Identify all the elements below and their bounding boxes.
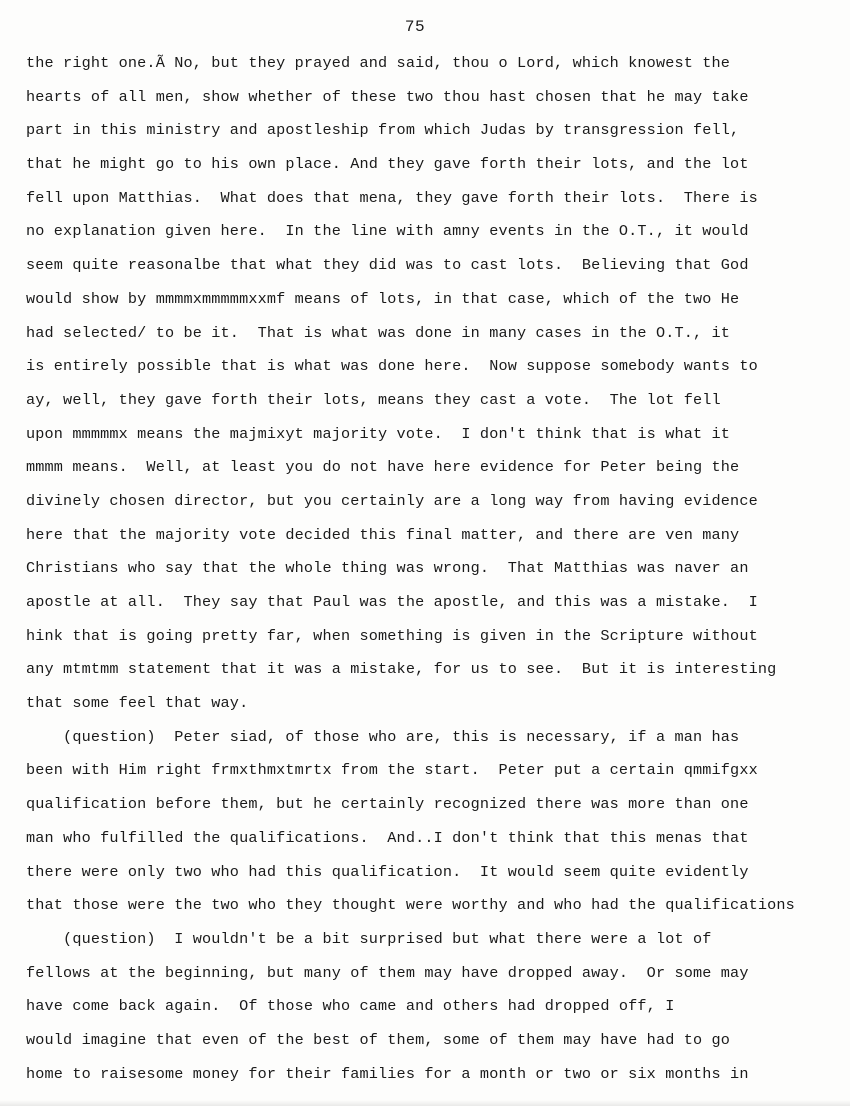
- text-line: part in this ministry and apostleship from which Judas by transgression fell,: [26, 121, 740, 140]
- page-number: 75: [404, 18, 426, 36]
- text-line: fellows at the beginning, but many of them may have dropped away. Or some may: [26, 963, 749, 982]
- text-line: any mtmtmm statement that it was a mistake, for us to see. But it is interesting: [26, 660, 777, 679]
- text-line: have come back again. Of those who came and others had dropped off, I: [26, 997, 675, 1016]
- text-line: here that the majority vote decided this final matter, and there are ven many: [26, 525, 740, 544]
- text-line: no explanation given here. In the line with amny events in the O.T., it would: [26, 222, 749, 241]
- text-line: that some feel that way.: [26, 694, 249, 713]
- page-body: [26, 52, 850, 1096]
- text-line: would show by mmmmxmmmmmxxmf means of lots, in that case, which of the two He: [26, 289, 740, 308]
- text-line: been with Him right frmxthmxtmrtx from the start. Peter put a certain qmmifgxx: [26, 761, 758, 780]
- text-line: qualification before them, but he certainly recognized there was more than one: [26, 795, 749, 814]
- text-line: the right one.Ã No, but they prayed and said, thou o Lord, which knowest the: [26, 54, 731, 72]
- text-line: is entirely possible that is what was done here. Now suppose somebody wants to: [26, 357, 758, 376]
- text-line: divinely chosen director, but you certainly are a long way from having evidence: [26, 491, 758, 510]
- text-line: seem quite reasonalbe that what they did was to cast lots. Believing that God: [26, 256, 749, 275]
- text-line: fell upon Matthias. What does that mena, they gave forth their lots. There is: [26, 188, 758, 207]
- text-line: man who fulfilled the qualifications. And..I don't think that this menas that: [26, 828, 749, 847]
- text-line: mmmm means. Well, at least you do not have here evidence for Peter being the: [26, 458, 740, 477]
- text-line: hink that is going pretty far, when something is given in the Scripture without: [26, 626, 758, 645]
- text-line: home to raisesome money for their families for a month or two or six months in: [26, 1064, 749, 1083]
- text-line: would imagine that even of the best of them, some of them may have had to go: [26, 1030, 731, 1049]
- text-line: that those were the two who they thought were worthy and who had the qualifications: [26, 896, 795, 915]
- text-line: ay, well, they gave forth their lots, means they cast a vote. The lot fell: [26, 390, 721, 409]
- text-line: hearts of all men, show whether of these two thou hast chosen that he may take: [26, 87, 749, 106]
- text-line: that he might go to his own place. And they gave forth their lots, and the lot: [26, 155, 749, 174]
- text-line: (question) I wouldn't be a bit surprised but what there were a lot of: [26, 929, 712, 948]
- text-line: Christians who say that the whole thing was wrong. That Matthias was naver an: [26, 559, 749, 578]
- text-line: upon mmmmmx means the majmixyt majority vote. I don't think that is what it: [26, 424, 731, 443]
- scan-edge-shadow: [0, 1100, 850, 1106]
- text-line: there were only two who had this qualification. It would seem quite evidently: [26, 862, 749, 881]
- text-line: apostle at all. They say that Paul was the apostle, and this was a mistake. I: [26, 593, 758, 611]
- text-line: (question) Peter siad, of those who are, this is necessary, if a man has: [26, 727, 740, 746]
- text-line: had selected/ to be it. That is what was done in many cases in the O.T., it: [26, 323, 731, 342]
